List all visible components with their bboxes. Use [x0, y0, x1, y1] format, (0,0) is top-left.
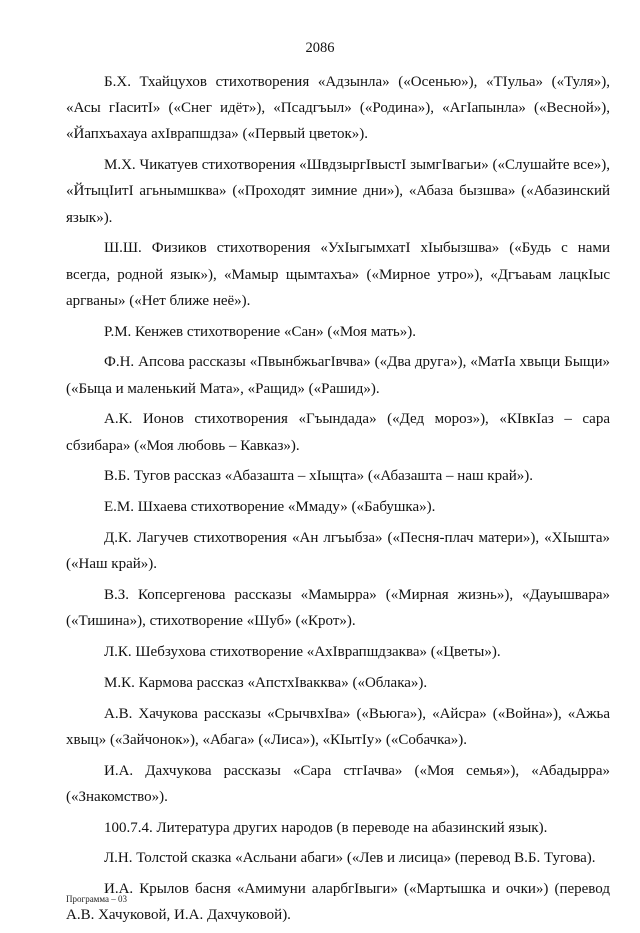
paragraph: А.К. Ионов стихотворения «Гъындада» («Дед мороз»), «КIвкIаз – сара сбзибара» («Моя любовь – Кавказ»). [66, 411, 610, 454]
section-heading: 100.7.4. Литература других народов (в переводе на абазинский язык). [104, 819, 548, 836]
paragraph: И.А. Крылов басня «Амимуни аларбгIвыги» («Мартышка и очки») (перевод А.В. Хачуковой, И.А. Дахчуковой). [66, 881, 610, 924]
paragraph: Ш.Ш. Физиков стихотворения «УхIыгымхатI хIыбызшва» («Будь с нами всегда, родной язык»), «Мамыр щымтахъа» («Мирное утро»), «Дгъаьам лацкIыс аргваны» («Нет ближе неё»). [66, 240, 610, 309]
paragraph: Л.Н. Толстой сказка «Асльани абаги» («Лев и лисица» (перевод В.Б. Тугова). [104, 850, 596, 867]
paragraph: В.З. Копсергенова рассказы «Мамырра» («Мирная жизнь»), «Дауышвара» («Тишина»), стихотворение «Шуб» («Крот»). [66, 587, 610, 630]
paragraph: М.К. Кармова рассказ «АпстхIвакква» («Облака»). [104, 674, 428, 691]
paragraph: Л.К. Шебзухова стихотворение «АхIврапшдзаква» («Цветы»). [104, 644, 501, 660]
paragraph: Б.Х. Тхайцухов стихотворения «Адзынла» («Осенью»), «ТIульа» («Туля»), «Асы гIаситI» («Снег идёт»), «Псадгъыл» («Родина»), «АгIапынла» («Весной»), «Йапхъахауа ахIврапшдза» («Первый цветок»). [66, 74, 610, 143]
paragraph: И.А. Дахчукова рассказы «Сара стгIачва» («Моя семья»), «Абадырра» («Знакомство»). [66, 762, 610, 805]
paragraph: Р.М. Кенжев стихотворение «Сан» («Моя мать»). [104, 323, 417, 340]
page-footer: Программа – 03 [66, 894, 128, 904]
paragraph: Ф.Н. Апсова рассказы «ПвынбжьагIвчва» («Два друга»), «МатIа хвыци Быщи» («Быца и маленький Мата», «Ращид» («Рашид»). [66, 354, 610, 397]
page-number: 2086 [305, 40, 335, 56]
paragraph: Е.М. Шхаева стихотворение «Ммаду» («Бабушка»). [104, 499, 436, 516]
paragraph: Д.К. Лагучев стихотворения «Ан лгъыбза» («Песня-плач матери»), «ХIышта» («Наш край»). [66, 530, 610, 573]
paragraph: В.Б. Тугов рассказ «Абазашта – хIыщта» («Абазашта – наш край»). [104, 468, 534, 485]
paragraph: М.Х. Чикатуев стихотворения «ШвдзыргIвыстI зымгIвагьи» («Слушайте все»), «ЙтыцIитI агьнымшква» («Проходят зимние дни»), «Абаза бызшва» («Абазинский язык»). [66, 157, 610, 226]
paragraph: А.В. Хачукова рассказы «СрычвхIва» («Вьюга»), «Айсра» («Война»), «Ажьа хвыц» («Зайчонок»), «Абага» («Лиса»), «КIытIу» («Собачка»). [66, 705, 610, 748]
document-body [66, 69, 610, 933]
